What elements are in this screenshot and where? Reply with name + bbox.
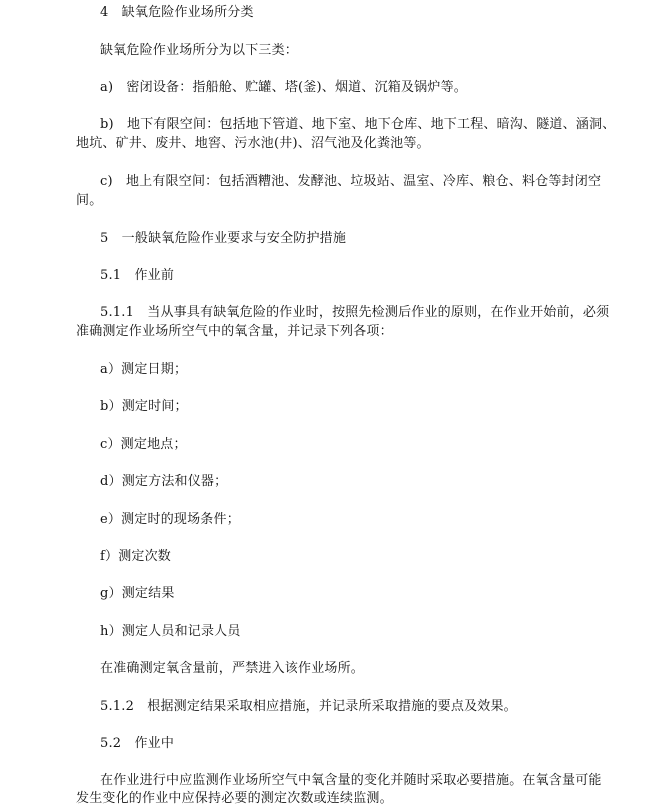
paragraph-5-1-1-line2: 准确测定作业场所空气中的氧含量，并记录下列各项： [76, 324, 393, 339]
record-item-f: f）测定次数 [100, 549, 172, 564]
list-item-a: a) 密闭设备：指船舱、贮罐、塔(釜)、烟道、沉箱及锅炉等。 [100, 80, 467, 95]
record-item-h: h）测定人员和记录人员 [100, 624, 241, 639]
record-item-a: a）测定日期； [100, 362, 188, 377]
list-item-c-line2: 间。 [76, 193, 103, 208]
record-item-c: c）测定地点； [100, 437, 187, 452]
paragraph-5-1-1-end: 在准确测定氧含量前，严禁进入该作业场所。 [100, 661, 365, 676]
paragraph-5-1-1-line1: 5.1.1 当从事具有缺氧危险的作业时，按照先检测后作业的原则，在作业开始前，必须 [100, 305, 610, 320]
record-item-e: e）测定时的现场条件； [100, 512, 240, 527]
section-4-intro: 缺氧危险作业场所分为以下三类： [100, 43, 299, 58]
list-item-b-line1: b) 地下有限空间：包括地下管道、地下室、地下仓库、地下工程、暗沟、隧道、涵洞、 [100, 117, 616, 132]
section-5-2-heading: 5.2 作业中 [100, 736, 175, 751]
record-item-b: b）测定时间； [100, 399, 188, 414]
list-item-b-line2: 地坑、矿井、废井、地窖、污水池(井)、沼气池及化粪池等。 [76, 136, 430, 151]
section-5-heading: 5 一般缺氧危险作业要求与安全防护措施 [100, 231, 347, 246]
paragraph-5-2-line1: 在作业进行中应监测作业场所空气中氧含量的变化并随时采取必要措施。在氧含量可能 [100, 773, 602, 788]
section-5-1-heading: 5.1 作业前 [100, 268, 175, 283]
record-item-g: g）测定结果 [100, 586, 175, 601]
record-item-d: d）测定方法和仪器； [100, 474, 228, 489]
paragraph-5-1-2: 5.1.2 根据测定结果采取相应措施，并记录所采取措施的要点及效果。 [100, 699, 517, 714]
section-4-heading: 4 缺氧危险作业场所分类 [100, 5, 254, 20]
paragraph-5-2-line2: 发生变化的作业中应保持必要的测定次数或连续监测。 [76, 791, 393, 806]
list-item-c-line1: c) 地上有限空间：包括酒糟池、发酵池、垃圾站、温室、冷库、粮仓、料仓等封闭空 [100, 174, 602, 189]
